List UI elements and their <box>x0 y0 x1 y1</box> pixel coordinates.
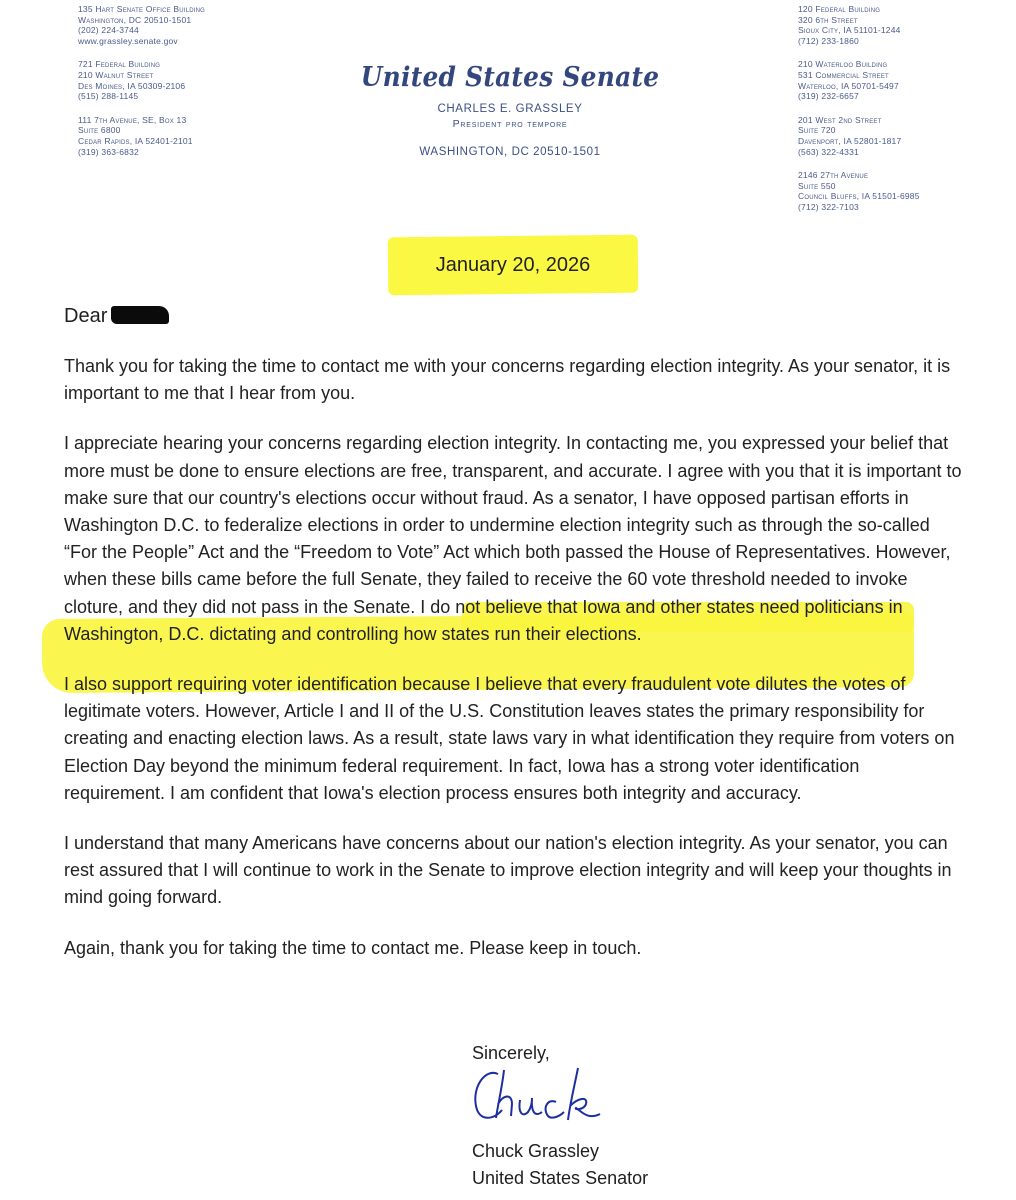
address-line: Council Bluffs, IA 51501-6985 <box>798 191 920 202</box>
address-line: (712) 233-1860 <box>798 35 859 46</box>
letterhead-center <box>330 62 690 158</box>
letterhead-left-offices <box>78 4 278 170</box>
address-line: (712) 322-7103 <box>798 201 859 212</box>
signer-name: Chuck Grassley <box>472 1141 600 1161</box>
highlighted-sentence: I do not believe that Iowa and other states need politicians in Washington, D.C. dictating and controlling how states run their elections. <box>64 596 903 644</box>
paragraph: I understand that many Americans have concerns about our nation's election integrity. As your senator, you can rest assured that I will continue to work in the Senate to improve election integrity and will keep your thoughts in mind going forward. <box>64 833 952 908</box>
address-line: 111 7th Avenue, SE, Box 13 <box>78 114 187 125</box>
letterhead-right-offices <box>798 4 1008 226</box>
address-line: 120 Federal Building <box>798 4 881 14</box>
letter-date: January 20, 2026 <box>435 254 591 276</box>
address-line: Suite 6800 <box>78 125 121 136</box>
office-address <box>798 4 1008 46</box>
office-address <box>78 115 278 157</box>
address-line: (319) 232-6657 <box>798 91 859 102</box>
address-line: Des Moines, IA 50309-2106 <box>78 80 186 91</box>
address-line: Washington, DC 20510-1501 <box>78 14 192 25</box>
address-line: Suite 720 <box>798 125 836 136</box>
address-line: 2146 27th Avenue <box>798 170 869 181</box>
address-line: Suite 550 <box>798 180 836 191</box>
letter-body <box>64 353 964 985</box>
closing: Sincerely, <box>472 1043 550 1063</box>
address-line: 531 Commercial Street <box>798 69 889 80</box>
address-line: 210 Waterloo Building <box>798 59 888 70</box>
paragraph-text: I appreciate hearing your concerns regarding election integrity. In contacting me, you expressed your belief that more must be done to ensure elections are free, transparent, and accurate. I agree with you that it is important to make sure that our country's elections occur without fraud. As a senator, I have opposed partisan efforts in Washington D.C. to federalize elections in order to undermine election integrity such as through the so-called “For the People” Act and the “Freedom to Vote” Act which both passed the House of Representatives. However, when these bills came before the full Senate, they failed to receive the 60 vote threshold needed to invoke cloture, and they did not pass in the Senate. <box>64 433 962 617</box>
office-address <box>798 59 1008 101</box>
paragraph: Thank you for taking the time to contact me with your concerns regarding election integrity. As your senator, it is important to me that I hear from you. <box>64 356 951 404</box>
address-line: (319) 363-6832 <box>78 146 139 157</box>
senator-name: CHARLES E. GRASSLEY <box>437 103 583 115</box>
salutation <box>64 305 169 328</box>
office-address <box>798 170 1008 212</box>
website-link[interactable]: www.grassley.senate.gov <box>78 35 178 46</box>
address-line: Sioux City, IA 51101-1244 <box>798 25 901 36</box>
redaction-mark <box>111 306 169 324</box>
salutation-text: Dear <box>64 305 108 327</box>
address-line: (202) 224-3744 <box>78 25 139 36</box>
address-line: (563) 322-4331 <box>798 146 859 157</box>
paragraph <box>64 430 964 648</box>
address-line: 320 6th Street <box>798 14 858 25</box>
address-line: 721 Federal Building <box>78 59 161 70</box>
office-address <box>78 59 278 101</box>
senator-city: WASHINGTON, DC 20510-1501 <box>419 146 601 158</box>
address-line: 201 West 2nd Street <box>798 114 882 125</box>
office-address <box>798 115 1008 157</box>
handwritten-signature <box>468 1064 618 1130</box>
address-line: Cedar Rapids, IA 52401-2101 <box>78 135 193 146</box>
office-address <box>78 4 278 46</box>
address-line: 210 Walnut Street <box>78 69 154 80</box>
senator-role: President pro tempore <box>452 118 568 130</box>
paragraph: I also support requiring voter identification because I believe that every fraudulent vote dilutes the votes of legitimate voters. However, Article I and II of the U.S. Constitution leaves states the primary responsibility for creating and enacting election laws. As a result, state laws vary in what identification they require from voters on Election Day beyond the minimum federal requirement. In fact, Iowa has a strong voter identification requirement. I am confident that Iowa's election process ensures both integrity and accuracy. <box>64 674 955 803</box>
signer-title: United States Senator <box>472 1168 649 1188</box>
address-line: Waterloo, IA 50701-5497 <box>798 80 899 91</box>
address-line: Davenport, IA 52801-1817 <box>798 135 902 146</box>
address-line: (515) 288-1145 <box>78 91 139 102</box>
paragraph: Again, thank you for taking the time to contact me. Please keep in touch. <box>64 937 642 958</box>
address-line: 135 Hart Senate Office Building <box>78 4 206 14</box>
senate-title: United States Senate <box>360 62 660 93</box>
